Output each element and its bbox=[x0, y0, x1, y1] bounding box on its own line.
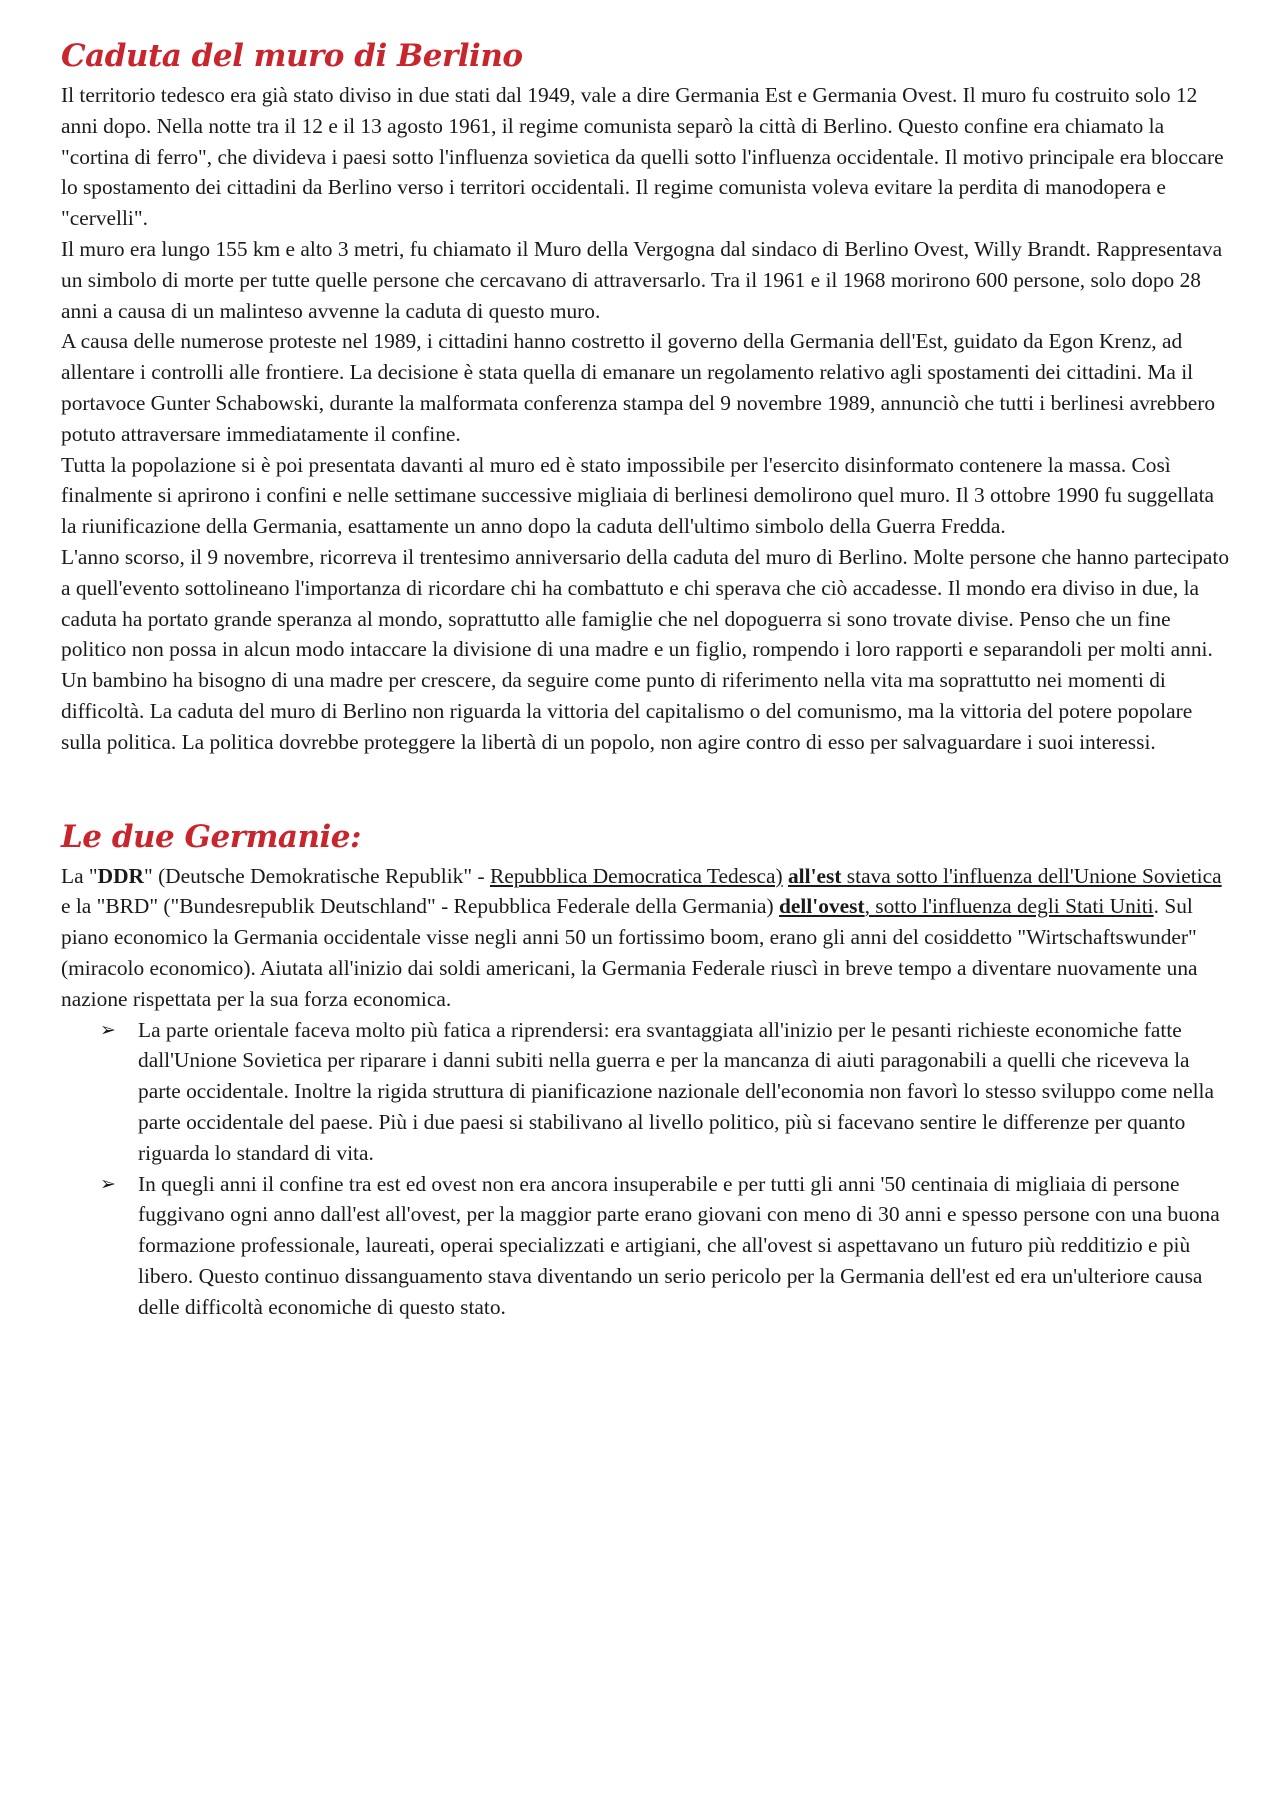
list-item bbox=[61, 1169, 1230, 1323]
berlin-wall-text: Il territorio tedesco era già stato diviso in due stati dal 1949, vale a dire Germania Est e Germania Ovest. Il muro fu costruito solo 12 anni dopo. Nella notte tra il 12 e il 13 agosto 1961, il regime comunista separò la città di Berlino. Questo confine era chiamato la "cortina di ferro", che divideva i paesi sotto l'influenza sovietica da quelli sotto l'influenza occidentale. Il motivo principale era bloccare lo spostamento dei cittadini da Berlino verso i territori occidentali. Il regime comunista voleva evitare la perdita di manodopera e "cervelli". Il muro era lungo 155 km e alto 3 metri, fu chiamato il Muro della Vergogna dal sindaco di Berlino Ovest, Willy Brandt. Rappresentava un simbolo di morte per tutte quelle persone che cercavano di attraversarlo. Tra il 1961 e il 1968 morirono 600 persone, solo dopo 28 anni a causa di un malinteso avvenne la caduta di questo muro. A causa delle numerose proteste nel 1989, i cittadini hanno costretto il governo della Germania dell'Est, guidato da Egon Krenz, ad allentare i controlli alle frontiere. La decisione è stata quella di emanare un regolamento relativo agli spostamenti dei cittadini. Ma il portavoce Gunter Schabowski, durante la malformata conferenza stampa del 9 novembre 1989, annunciò che tutti i berlinesi avrebbero potuto attraversare immediatamente il confine. Tutta la popolazione si è poi presentata davanti al muro ed è stato impossibile per l'esercito disinformato contenere la massa. Così finalmente si aprirono i confini e nelle settimane successive migliaia di berlinesi demolirono quel muro. Il 3 ottobre 1990 fu suggellata la riunificazione della Germania, esattamente un anno dopo la caduta dell'ultimo simbolo della Guerra Fredda. L'anno scorso, il 9 novembre, ricorreva il trentesimo anniversario della caduta del muro di Berlino. Molte persone che hanno partecipato a quell'evento sottolineano l'importanza di ricordare chi ha combattuto e chi sperava che ciò accadesse. Il mondo era diviso in due, la caduta ha portato grande speranza al mondo, soprattutto alle famiglie che nel dopoguerra si sono trovate divise. Penso che un fine politico non possa in alcun modo intaccare la divisione di una madre e un figlio, rompendo i loro rapporti e separandoli per molti anni. Un bambino ha bisogno di una madre per crescere, da seguire come punto di riferimento nella vita ma soprattutto nei momenti di difficoltà. La caduta del muro di Berlino non riguarda la vittoria del capitalismo o del comunismo, ma la vittoria del potere popolare sulla politica. La politica dovrebbe proteggere la libertà di un popolo, non agire contro di esso per salvaguardare i suoi interessi. bbox=[61, 83, 1230, 754]
arrow-bullet-icon: ➢ bbox=[100, 1018, 116, 1041]
bullet-list bbox=[61, 1015, 1230, 1323]
section-two-germanies bbox=[61, 817, 1230, 1323]
intro-text-5: . Sul piano economico la Germania occidentale visse negli anni 50 un fortissimo boom, erano gli anni del cosiddetto "Wirtschaftswunder" (miracolo economico). Aiutata all'inizio dai soldi americani, la Germania Federale riuscì in breve tempo a diventare nuovamente una nazione rispettata per la sua forza economica. bbox=[61, 894, 1198, 1011]
intro-text-4: e la "BRD" ("Bundesrepublik Deutschland" - Repubblica Federale della Germania) bbox=[61, 894, 780, 919]
list-item-text: La parte orientale faceva molto più fatica a riprendersi: era svantaggiata all'inizio per le pesanti richieste economiche fatte dall'Unione Sovietica per riparare i danni subiti nella guerra e per la mancanza di aiuti paragonabili a quelli che riceveva la parte occidentale. Inoltre la rigida struttura di pianificazione nazionale dell'economia non favorì lo stesso sviluppo come nella parte occidentale del paese. Più i due paesi si stabilivano al livello politico, più si facevano sentire le differenze per quanto riguarda lo standard di vita. bbox=[138, 1017, 1214, 1165]
east-label: all'est bbox=[787, 863, 842, 888]
section-berlin-wall bbox=[61, 36, 1230, 758]
list-item bbox=[61, 1015, 1230, 1169]
section-title-two-germanies: Le due Germanie: bbox=[61, 818, 361, 855]
west-label: dell'ovest bbox=[779, 894, 865, 919]
two-germanies-intro bbox=[61, 861, 1230, 1015]
soviet-influence-underlined: stava sotto l'influenza dell'Unione Sovietica bbox=[841, 863, 1222, 888]
intro-text-1: La " bbox=[61, 863, 98, 888]
intro-text-2: " (Deutsche Demokratische Republik" - bbox=[143, 863, 490, 888]
list-item-text: In quegli anni il confine tra est ed ovest non era ancora insuperabile e per tutti gli anni '50 centinaia di migliaia di persone fuggivano ogni anno dall'est all'ovest, per la maggior parte erano giovani con meno di 30 anni e spesso persone con una buona formazione professionale, laureati, operai specializzati e artigiani, che all'ovest si aspettavano un futuro più redditizio e più libero. Questo continuo dissanguamento stava diventando un serio pericolo per la Germania dell'est ed era un'ulteriore causa delle difficoltà economiche di questo stato. bbox=[138, 1171, 1220, 1319]
ddr-label: DDR bbox=[97, 863, 144, 888]
ddr-name-underlined: Repubblica Democratica Tedesca) bbox=[489, 863, 783, 888]
section-title-berlin-wall: Caduta del muro di Berlino bbox=[61, 38, 523, 74]
arrow-bullet-icon: ➢ bbox=[100, 1172, 116, 1195]
us-influence-underlined: , sotto l'influenza degli Stati Uniti bbox=[864, 894, 1154, 919]
